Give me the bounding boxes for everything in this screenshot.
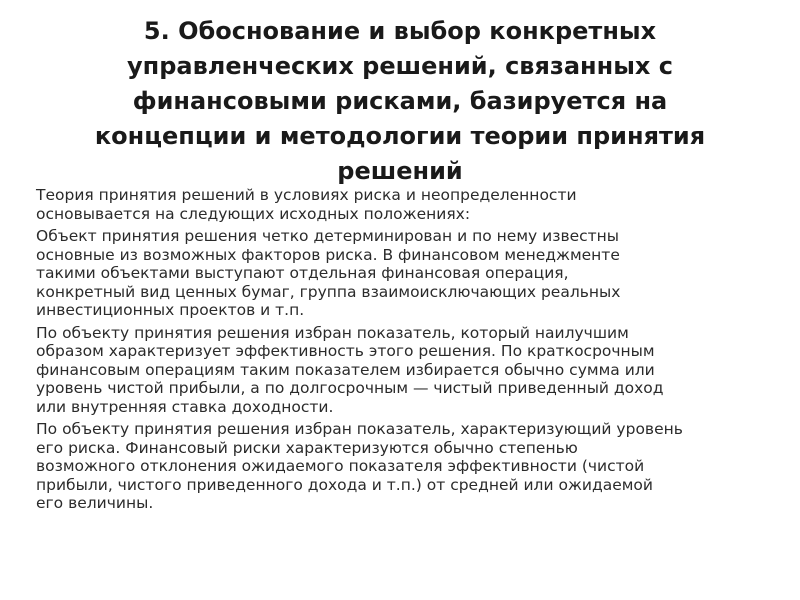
slide-title: [60, 14, 740, 189]
paragraph-line: или внутренняя ставка доходности.: [36, 397, 334, 416]
paragraph-line: уровень чистой прибыли, а по долгосрочным — чистый приведенный доход: [36, 379, 664, 397]
paragraph-line: Теория принятия решений в условиях риска и неопределенности: [36, 186, 577, 204]
paragraph-line: его величины.: [36, 494, 154, 512]
paragraph-line: возможного отклонения ожидаемого показателя эффективности (чистой: [36, 457, 645, 475]
title-line: решений: [337, 157, 463, 185]
paragraph-line: такими объектами выступают отдельная финансовая операция,: [36, 264, 569, 282]
paragraph-line: Объект принятия решения четко детерминирован и по нему известны: [36, 227, 620, 245]
paragraph-risk-indicator: [36, 420, 766, 513]
title-line: 5. Обоснование и выбор конкретных: [143, 17, 657, 45]
paragraph-line: основывается на следующих исходных положениях:: [36, 204, 471, 223]
title-line: концепции и методологии теории принятия: [94, 122, 706, 150]
paragraph-intro: [36, 186, 766, 223]
title-line: управленческих решений, связанных с: [127, 52, 673, 80]
paragraph-line: По объекту принятия решения избран показатель, характеризующий уровень: [36, 420, 683, 438]
paragraph-line: его риска. Финансовый риски характеризуются обычно степенью: [36, 438, 578, 457]
paragraph-line: По объекту принятия решения избран показатель, который наилучшим: [36, 323, 629, 342]
paragraph-line: основные из возможных факторов риска. В финансовом менеджменте: [36, 245, 620, 264]
paragraph-line: инвестиционных проектов и т.п.: [36, 301, 305, 319]
paragraph-line: образом характеризует эффективность этого решения. По краткосрочным: [36, 342, 655, 360]
paragraph-line: прибыли, чистого приведенного дохода и т.п.) от средней или ожидаемой: [36, 475, 653, 494]
slide-body: [36, 186, 766, 517]
paragraph-decision-object: [36, 227, 766, 320]
title-line: финансовыми рисками, базируется на: [132, 87, 668, 115]
paragraph-line: финансовым операциям таким показателем избирается обычно сумма или: [36, 360, 655, 379]
paragraph-line: конкретный вид ценных бумаг, группа взаимоисключающих реальных: [36, 282, 621, 301]
paragraph-efficiency-indicator: [36, 324, 766, 417]
